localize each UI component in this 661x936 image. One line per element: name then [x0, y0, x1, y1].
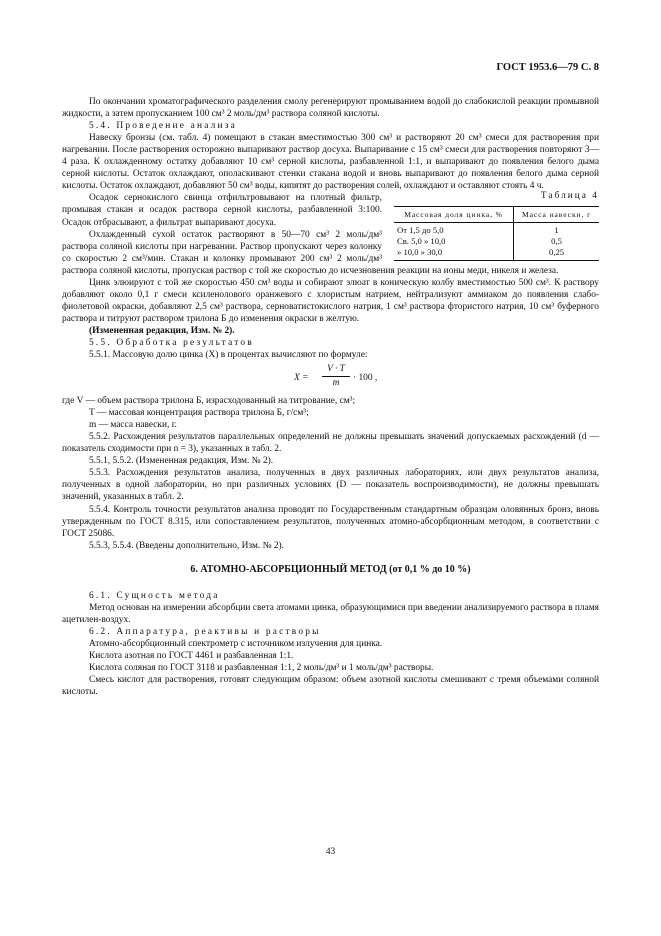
- formula-numerator: V · T: [322, 363, 350, 377]
- page-header: ГОСТ 1953.6—79 С. 8: [496, 62, 599, 73]
- where-m: m — масса навески, г.: [89, 420, 177, 431]
- formula-lhs: X =: [294, 373, 309, 384]
- paragraph-6-2-3: Кислота соляная по ГОСТ 3118 и разбавленная 1:1, 2 моль/дм³ и 1 моль/дм³ растворы.: [89, 663, 434, 674]
- paragraph-5-5-4: 5.5.4. Контроль точности результатов анализа проводят по Государственным стандартным образцам оловянных бронз, вновь утвержденным по ГОСТ 8.315, или сопоставлением результатов, полученных атомно-абсорбционным методом, в соответствии с ГОСТ 25086.: [62, 504, 599, 539]
- paragraph-6-1: Метод основан на измерении абсорбции света атомами цинка, образующимися при введении анализируемого раствора в пламя ацетилен-воздух.: [62, 602, 599, 625]
- table-row: [394, 223, 599, 237]
- table-cell-range: От 1,5 до 5,0: [397, 225, 444, 236]
- edit-note-5-5-1: 5.5.1, 5.5.2. (Измененная редакция, Изм. № 2).: [89, 456, 274, 467]
- heading-5-4: 5.4. Проведение анализа: [89, 121, 238, 132]
- edit-note-5-5-3: 5.5.3, 5.5.4. (Введены дополнительно, Изм. № 2).: [89, 540, 285, 551]
- table-cell-mass: 1: [514, 223, 599, 237]
- paragraph-5-4-3: Охлажденный сухой остаток растворяют в 50—70 см³ 2 моль/дм³ раствора соляной кислоты при нагревании. Раствор пропускают через колонку со скоростью 2 см³/мин. Стакан и колонку промывают 200 см³ 2 моль/дм³ раствора соляной кислоты, пропуская раствор с той же скоростью до исчезновения реакции на ионы меди, никеля и железа.: [62, 229, 559, 276]
- paragraph-6-2-2: Кислота азотная по ГОСТ 4461 и разбавленная 1:1.: [89, 650, 294, 661]
- table-row: [394, 247, 599, 261]
- edit-note-5-4: (Измененная редакция, Изм. № 2).: [89, 325, 235, 336]
- table-cell-mass: 0,25: [514, 247, 599, 261]
- heading-6-1: 6.1. Сущность метода: [89, 590, 220, 601]
- table-caption: Таблица 4: [540, 191, 599, 202]
- paragraph-intro: По окончании хроматографического разделения смолу регенерируют промыванием водой до слабокислой реакции промывной жидкости, а затем пропусканием 100 см³ 2 моль/дм³ раствора соляной кислоты.: [62, 97, 599, 120]
- table-block: [62, 192, 599, 276]
- table-header-fraction: Массовая доля цинка, %: [394, 207, 514, 223]
- paragraph-5-4-2: Осадок сернокислого свинца отфильтровывают на плотный фильтр, промывая стакан и осадок раствора серной кислоты, разбавленной 3:100. Осадок отбрасывают, а фильтрат выпаривают досуха.: [62, 193, 382, 228]
- paragraph-6-2-4: Смесь кислот для растворения, готовят следующим образом: объем азотной кислоты смешивают с тремя объемами соляной кислоты.: [62, 675, 599, 698]
- section-6-title: 6. АТОМНО-АБСОРБЦИОННЫЙ МЕТОД (от 0,1 % до 10 %): [190, 563, 471, 575]
- where-t: T — массовая концентрация раствора трилона Б, г/см³;: [89, 408, 309, 419]
- heading-6-2: 6.2. Аппаратура, реактивы и растворы: [89, 626, 321, 637]
- paragraph-5-5-1: 5.5.1. Массовую долю цинка (X) в процентах вычисляют по формуле:: [89, 350, 368, 361]
- where-v: где V — объем раствора трилона Б, израсходованный на титрование, см³;: [62, 396, 356, 407]
- table-cell-mass: 0,5: [514, 236, 599, 247]
- paragraph-6-2-1: Атомно-абсорбционный спектрометр с источником излучения для цинка.: [89, 638, 383, 649]
- table-cell-range: Св. 5,0 » 10,0: [397, 236, 446, 247]
- paragraph-5-5-3: 5.5.3. Расхождения результатов анализа, полученных в двух различных лабораториях, или двух результатов анализа, полученных в одной лаборатории, но при различных условиях (D — показатель воспроизводимости), не должны превышать значений, указанных в табл. 2.: [62, 468, 599, 503]
- formula-rest: · 100 ,: [353, 373, 378, 384]
- paragraph-5-4-1: Навеску бронзы (см. табл. 4) помещают в стакан вместимостью 300 см³ и растворяют 20 см³ смеси для растворения при нагревании. После растворения осторожно выпаривают раствор досуха. Выпаривание с 15 см³ смеси для растворения повторяют 3—4 раза. К охлажденному остатку добавляют 10 см³ серной кислоты, разбавленной 1:1, и выпаривают до появления белого дыма серной кислоты. Остаток охлаждают, ополаскивают стенки стакана водой и вновь выпаривают до появления белого дыма серной кислоты. Остаток охлаждают, добавляют 50 см³ воды, кипятят до растворения солей, охлаждают и оставляют стоять 4 ч.: [62, 133, 599, 192]
- paragraph-5-4-4: Цинк элюируют с той же скоростью 450 см³ воды и собирают элюат в коническую колбу вместимостью 500 см³. К раствору добавляют около 0,1 г смеси ксиленолового оранжевого с хлористым натрием, нейтрализуют аммиаком до появления слабо-фиолетовой окраски, добавляют 2,5 см³ раствора, серноватистокислого натрия, 1 см³ раствора фтористого натрия, 10 см³ буферного раствора и титруют раствором трилона Б до изменения окраски в желтую.: [62, 277, 599, 324]
- formula-denominator: m: [332, 378, 340, 389]
- heading-5-5: 5.5. Обработка результатов: [89, 337, 254, 348]
- page-number: 43: [325, 847, 336, 857]
- table-row: [394, 236, 599, 247]
- paragraph-5-5-2: 5.5.2. Расхождения результатов параллельных определений не должны превышать значений допускаемых расхождений (d — показатель сходимости при n = 3), указанных в табл. 2.: [62, 432, 599, 455]
- table-cell-range: » 10,0 » 30,0: [394, 247, 514, 261]
- formula: [62, 361, 599, 395]
- table-4: [394, 190, 599, 261]
- table-header-mass: Масса навески, г: [514, 207, 599, 223]
- table-4-grid: [394, 206, 599, 261]
- formula-fraction: [322, 363, 350, 389]
